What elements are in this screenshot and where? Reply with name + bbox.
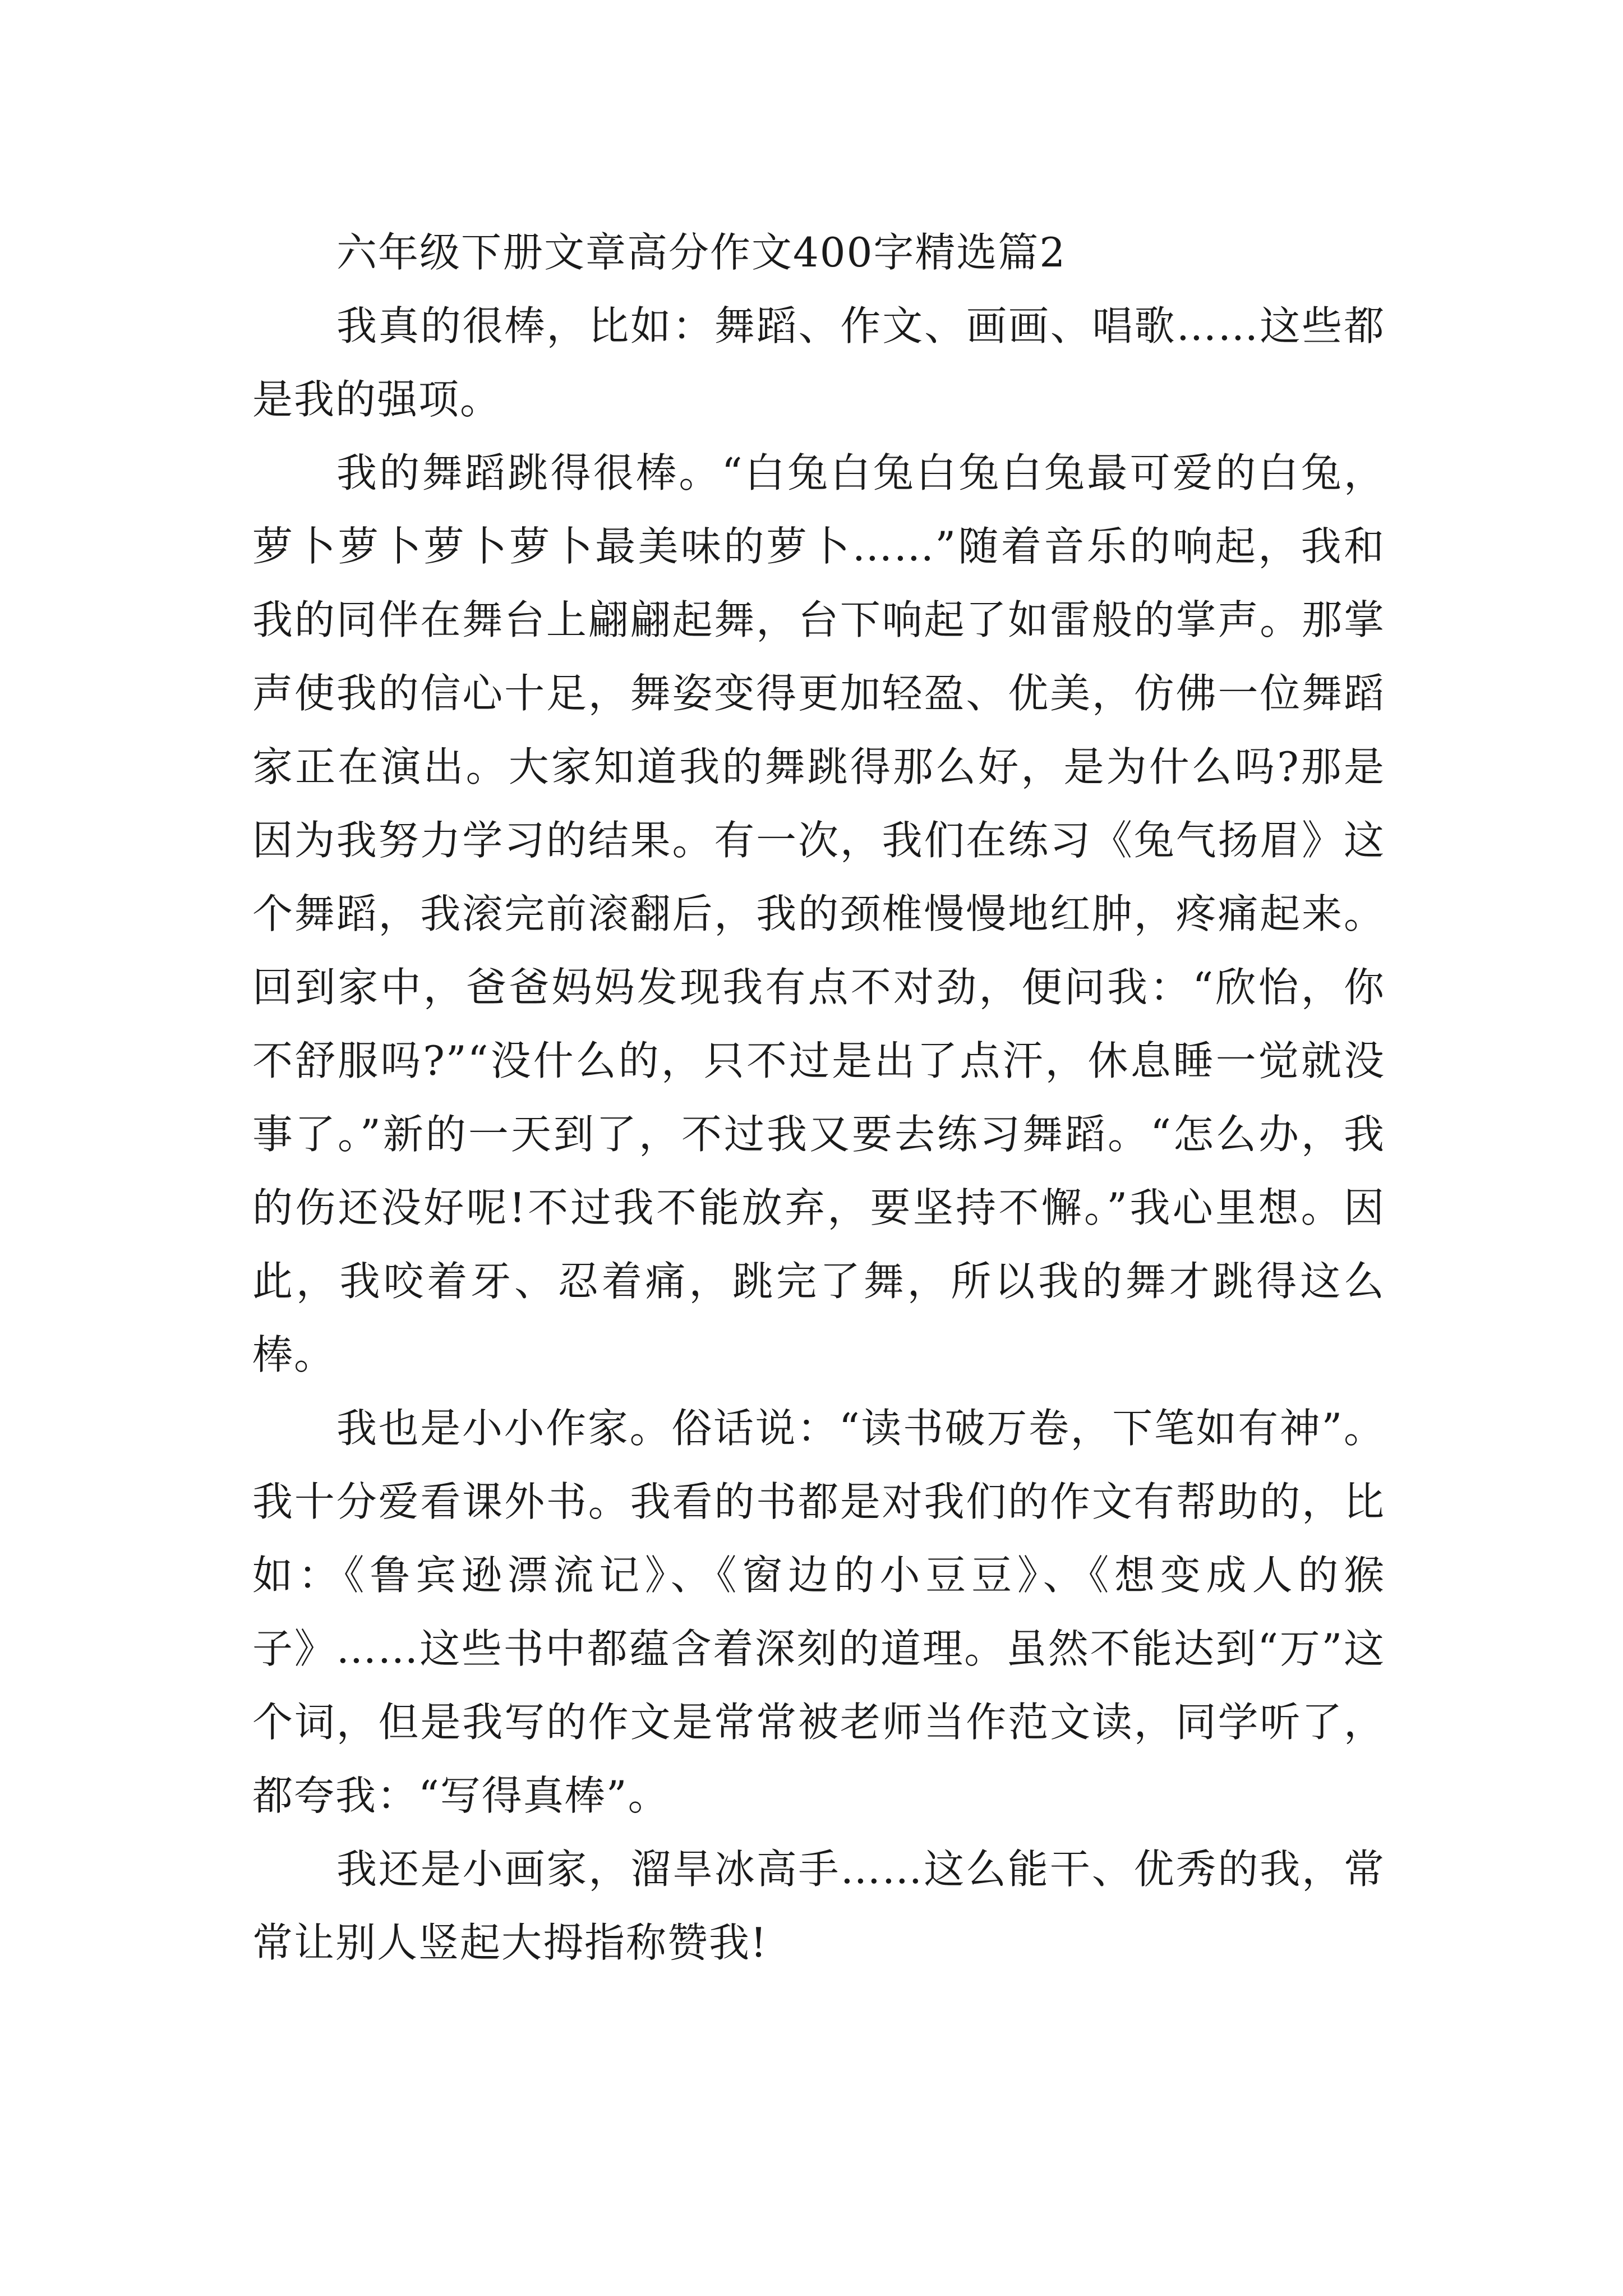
paragraph-writing: 我也是小小作家。俗话说：“读书破万卷，下笔如有神”。我十分爱看课外书。我看的书都是对我们的作文有帮助的，比如：《鲁宾逊漂流记》、《窗边的小豆豆》、《想变成人的猴子》……这些书中都蕴含着深刻的道理。虽然不能达到“万”这个词，但是我写的作文是常常被老师当作范文读，同学听了，都夸我：“写得真棒”。 xyxy=(252,1405,1385,1819)
article-body xyxy=(252,216,1385,1980)
article-title: 六年级下册文章高分作文400字精选篇2 xyxy=(336,229,1067,276)
paragraph-conclusion: 我还是小画家，溜旱冰高手……这么能干、优秀的我，常常让别人竖起大拇指称赞我! xyxy=(252,1846,1385,1966)
paragraph-dance: 我的舞蹈跳得很棒。“白兔白兔白兔白兔最可爱的白兔，萝卜萝卜萝卜萝卜最美味的萝卜……”随着音乐的响起，我和我的同伴在舞台上翩翩起舞，台下响起了如雷般的掌声。那掌声使我的信心十足，舞姿变得更加轻盈、优美，仿佛一位舞蹈家正在演出。大家知道我的舞跳得那么好，是为什么吗?那是因为我努力学习的结果。有一次，我们在练习《兔气扬眉》这个舞蹈，我滚完前滚翻后，我的颈椎慢慢地红肿，疼痛起来。回到家中，爸爸妈妈发现我有点不对劲，便问我：“欣怡，你不舒服吗?”“没什么的，只不过是出了点汗，休息睡一觉就没事了。”新的一天到了，不过我又要去练习舞蹈。“怎么办，我的伤还没好呢!不过我不能放弃，要坚持不懈。”我心里想。因此，我咬着牙、忍着痛，跳完了舞，所以我的舞才跳得这么棒。 xyxy=(252,449,1385,1378)
paragraph-intro: 我真的很棒，比如：舞蹈、作文、画画、唱歌……这些都是我的强项。 xyxy=(252,302,1385,423)
